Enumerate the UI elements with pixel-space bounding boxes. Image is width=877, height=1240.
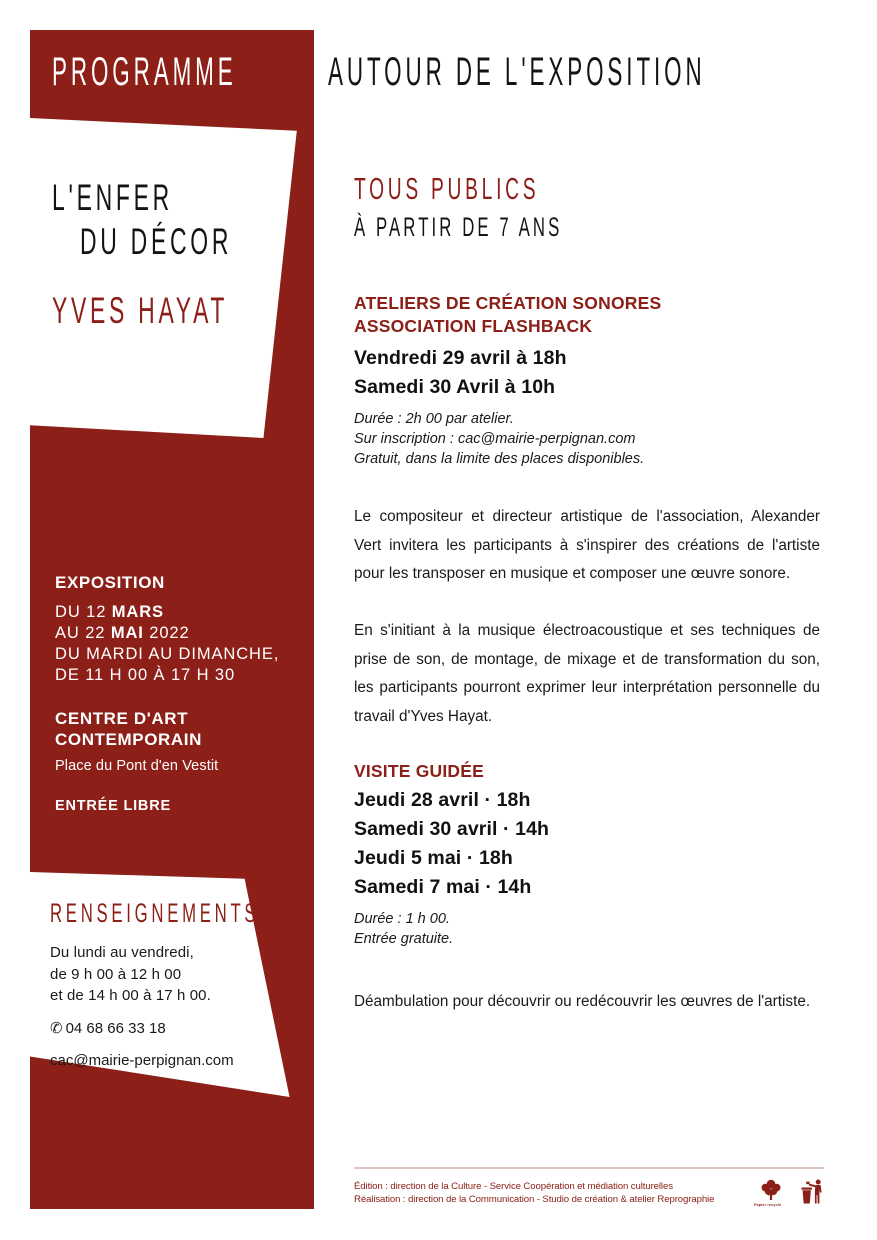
exposition-date-start-prefix: DU 12 (55, 603, 112, 621)
masthead (0, 30, 877, 112)
visite-guidee-section (354, 760, 824, 949)
exposition-date-start-line (55, 602, 305, 623)
description-paragraph-3: Déambulation pour découvrir ou redécouvrir les œuvres de l'artiste. (354, 993, 811, 1010)
opening-morning-line: de 9 h 00 à 12 h 00 (50, 965, 182, 983)
ateliers-title-line-1: ATELIERS DE CRÉATION SONORES (354, 293, 662, 313)
ateliers-registration-note: Sur inscription : cac@mairie-perpignan.com (354, 431, 636, 447)
exposition-date-end-month: MAI (110, 624, 144, 642)
masthead-exposition-word: AUTOUR DE L'EXPOSITION (328, 50, 706, 94)
exposition-heading: EXPOSITION (55, 573, 165, 592)
description-paragraph-1: Le compositeur et directeur artistique de l'association, Alexander Vert invitera les participants à s'inspirer des créations de l'artiste pour les transposer en musique et composer une œuvre sonore. (354, 508, 820, 582)
artist-name: YVES HAYAT (52, 290, 229, 331)
description-paragraph-3-wrap (354, 988, 820, 1017)
ateliers-section (354, 292, 824, 469)
ateliers-date-1: Vendredi 29 avril à 18h (354, 347, 567, 369)
description-paragraph-1-wrap (354, 503, 820, 589)
renseignements-block (50, 898, 290, 1071)
contact-phone-number: 04 68 66 33 18 (65, 1019, 166, 1037)
free-entry-label: ENTRÉE LIBRE (55, 798, 171, 814)
exhibition-title-line-2: DU DÉCOR (80, 221, 233, 262)
visite-date-4: Samedi 7 mai · 14h (354, 876, 532, 898)
visite-duration-note: Durée : 1 h 00. (354, 911, 450, 927)
tree-icon (758, 1178, 784, 1202)
description-paragraph-2: En s'initiant à la musique électroacoustique et ses techniques de prise de son, de montage, de mixage et de transformation du son, les participants pourront exprimer leur interprétation personnelle du travail d'Yves Hayat. (354, 622, 820, 725)
exposition-hours-line: DE 11 H 00 À 17 H 30 (55, 666, 236, 684)
contact-email[interactable]: cac@mairie-perpignan.com (50, 1051, 234, 1069)
visite-free-note: Entrée gratuite. (354, 931, 454, 947)
description-paragraph-2-wrap (354, 617, 820, 731)
recycled-paper-caption: Papier recyclé (754, 1203, 782, 1207)
visite-dates (354, 786, 824, 902)
visite-date-3: Jeudi 5 mai · 18h (354, 847, 513, 869)
ateliers-date-2: Samedi 30 Avril à 10h (354, 376, 556, 398)
renseignements-heading: RENSEIGNEMENTS (50, 898, 260, 928)
venue-name-line-1: CENTRE D'ART (55, 709, 189, 728)
opening-days-line: Du lundi au vendredi, (50, 944, 194, 961)
audience-age-label: À PARTIR DE 7 ANS (354, 212, 563, 242)
exposition-date-end-line (55, 623, 305, 644)
footer-credit-line-2: Réalisation : direction de la Communication - Studio de création & atelier Reprographie (354, 1194, 715, 1205)
visite-date-1: Jeudi 28 avril · 18h (354, 789, 531, 811)
exposition-days-line: DU MARDI AU DIMANCHE, (55, 645, 280, 663)
ateliers-duration-note: Durée : 2h 00 par atelier. (354, 411, 514, 427)
ateliers-title-line-2: ASSOCIATION FLASHBACK (354, 316, 593, 336)
exhibition-title-block (52, 176, 282, 332)
ateliers-notes (354, 409, 824, 469)
tidyman-logo (800, 1178, 826, 1210)
venue-name-line-2: CONTEMPORAIN (55, 730, 202, 749)
exposition-date-start-month: MARS (111, 603, 164, 621)
visite-title: VISITE GUIDÉE (354, 761, 484, 781)
ateliers-dates (354, 344, 824, 402)
footer-logos (754, 1178, 828, 1212)
masthead-programme-word: PROGRAMME (52, 50, 237, 94)
exposition-date-end-year: 2022 (143, 624, 190, 642)
visite-date-2: Samedi 30 avril · 14h (354, 818, 550, 840)
recycled-paper-logo (754, 1178, 784, 1207)
phone-icon: ✆ (50, 1019, 63, 1037)
contact-phone-row (50, 1018, 290, 1039)
ateliers-free-note: Gratuit, dans la limite des places disponibles. (354, 451, 645, 467)
opening-afternoon-line: et de 14 h 00 à 17 h 00. (50, 987, 211, 1004)
footer-credits (354, 1180, 774, 1206)
tidyman-icon (800, 1178, 826, 1205)
audience-block (354, 172, 824, 242)
exhibition-title-line-1: L'ENFER (52, 177, 173, 218)
exposition-date-end-prefix: AU 22 (55, 624, 111, 642)
footer-divider (354, 1167, 824, 1169)
exposition-info-block (55, 572, 305, 814)
visite-notes (354, 909, 824, 949)
venue-address: Place du Pont d'en Vestit (55, 758, 219, 774)
footer-credit-line-1: Édition : direction de la Culture - Service Coopération et médiation culturelles (354, 1181, 673, 1192)
audience-main-label: TOUS PUBLICS (354, 171, 540, 206)
